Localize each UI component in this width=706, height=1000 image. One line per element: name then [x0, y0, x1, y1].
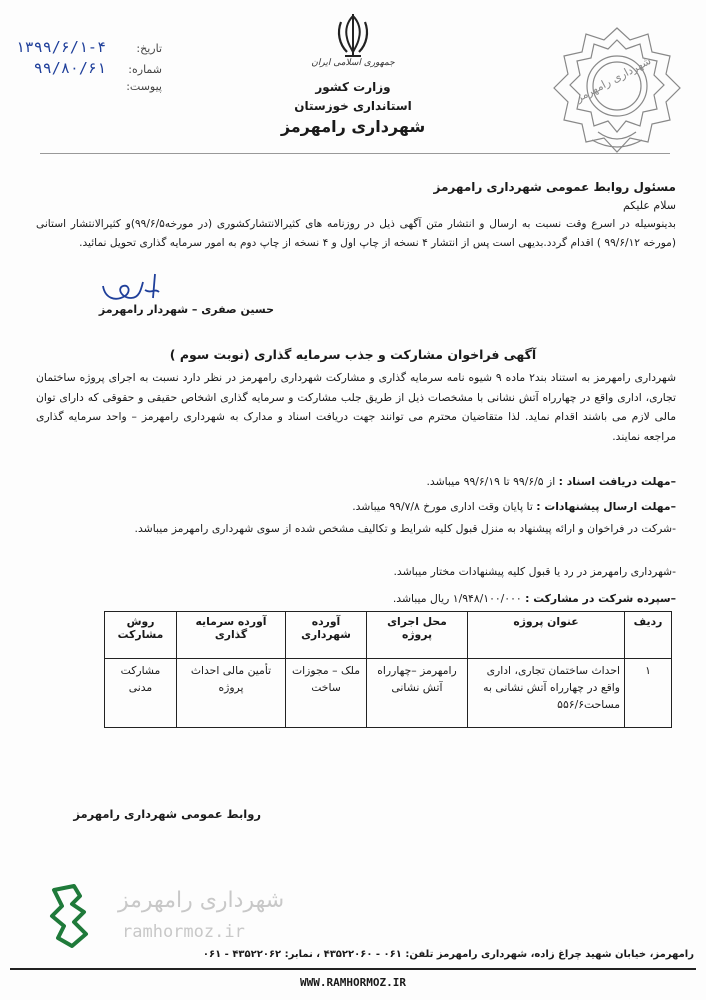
col-row-number: ردیف — [625, 612, 672, 659]
attachment-row — [12, 80, 162, 101]
announcement-body: شهرداری رامهرمز به استناد بند۲ ماده ۹ شیوه نامه سرمایه گذاری و مشارکت شهرداری رامهرمز در نظر دارد نسبت به اجرای پروژه ساختمان تجاری، اداری واقع در چهارراه آتش نشانی با مشخصات ذیل از طریق جلب مشارکت و سرمایه گذاری اشخاص حقیقی و حقوقی که دارای توان مالی لازم می باشند اقدام نماید. لذا متقاضیان محترم می توانند جهت دریافت اسناد و مدارک به شهرداری رامهرمز – واحد سرمایه گذاری مراجعه نمایند. — [36, 371, 676, 443]
cell-row-number: ۱ — [625, 659, 672, 728]
province-title: استانداری خوزستان — [294, 99, 412, 113]
col-investor-share: آورده سرمایه گذاری — [177, 612, 286, 659]
header-divider — [40, 153, 670, 154]
republic-title: جمهوری اسلامی ایران — [311, 58, 395, 68]
municipality-logo-icon — [548, 22, 686, 160]
handwritten-signature-icon — [95, 268, 180, 308]
col-partnership-method: روش مشارکت — [105, 612, 177, 659]
cell-project-title: احداث ساختمان تجاری، اداری واقع در چهارراه آتش نشانی به مساحت۵۵۶/۶ — [468, 659, 625, 728]
project-table — [104, 611, 672, 728]
date-label: تاریخ: — [136, 42, 162, 55]
footer-logo-icon — [44, 882, 104, 952]
attachment-label: پیوست: — [126, 80, 162, 93]
cell-partnership-method: مشارکت مدنی — [105, 659, 177, 728]
logo-text: شهرداری رامهرمز — [573, 54, 654, 105]
letter-meta — [12, 38, 162, 101]
ministry-title: وزارت کشور — [315, 80, 391, 94]
cell-municipality-share: ملک – مجوزات ساخت — [286, 659, 367, 728]
col-project-title: عنوان پروژه — [468, 612, 625, 659]
letter-signer: حسین صفری – شهردار رامهرمز — [98, 303, 274, 316]
announcement-title: آگهی فراخوان مشارکت و جذب سرمایه گذاری (نوبت سوم ) — [169, 347, 537, 362]
doc-deadline — [36, 475, 676, 488]
number-row — [12, 59, 162, 80]
table-row — [105, 659, 672, 728]
deposit-value: ۱/۹۴۸/۱۰۰/۰۰۰ ریال میباشد. — [392, 592, 522, 605]
proposal-deadline — [36, 500, 676, 513]
cell-project-location: رامهرمز –چهارراه آتش نشانی — [367, 659, 468, 728]
doc-deadline-value: از ۹۹/۶/۵ تا ۹۹/۶/۱۹ میباشد. — [426, 475, 556, 488]
letter-recipient: مسئول روابط عمومی شهرداری رامهرمز — [433, 180, 676, 194]
deposit-label: –سپرده شرکت در مشارکت : — [525, 592, 676, 605]
number-value: ۹۹/۸۰/۶۱ — [33, 59, 106, 77]
municipality-title: شهرداری رامهرمز — [280, 117, 426, 136]
proposal-deadline-value: تا پایان وقت اداری مورخ ۹۹/۷/۸ میباشد. — [352, 500, 533, 513]
watermark-english: ramhormoz.ir — [122, 922, 245, 942]
footer-divider — [10, 968, 696, 970]
col-project-location: محل اجرای پروژه — [367, 612, 468, 659]
condition-rejection: -شهرداری رامهرمز در رد یا قبول کلیه پیشنهادات مختار میباشد. — [393, 565, 676, 578]
date-row — [12, 38, 162, 59]
col-municipality-share: آورده شهرداری — [286, 612, 367, 659]
letter-body: بدینوسیله در اسرع وقت نسبت به ارسال و انتشار متن آگهی ذیل در روزنامه های کثیرالانتشارکشوری (در مورخه۹۹/۶/۵)و کثیرالانتشار استانی (مورخه ۹۹/۶/۱۲ ) اقدام گردد.بدیهی است پس از انتشار ۴ نسخه از چاپ اول و ۴ نسخه از چاپ دوم به امور سرمایه گذاری تحویل نمائید. — [36, 218, 676, 249]
letter-greeting: سلام علیکم — [622, 199, 676, 212]
condition-participation: -شرکت در فراخوان و ارائه پیشنهاد به منزل قبول کلیه شرایط و تکالیف مشخص شده از سوی شهرداری رامهرمز میباشد. — [134, 522, 676, 535]
date-value: ۱۳۹۹/۶/۱-۴ — [15, 38, 106, 56]
deposit — [36, 592, 676, 605]
proposal-deadline-label: –مهلت ارسال پیشنهادات : — [536, 500, 676, 513]
doc-deadline-label: –مهلت دریافت اسناد : — [558, 475, 676, 488]
footer-address: رامهرمز، خیابان شهید چراغ زاده، شهرداری رامهرمز تلفن: ۰۶۱ - ۴۳۵۲۲۰۶۰ ، نمابر: ۴۳۵۲۲۰۶۲ - ۰۶۱ — [202, 949, 694, 960]
iran-emblem-icon — [333, 12, 373, 58]
closing-signature: روابط عمومی شهرداری رامهرمز — [73, 807, 261, 821]
watermark-persian: شهرداری رامهرمز — [118, 888, 285, 913]
table-header-row — [105, 612, 672, 659]
cell-investor-share: تأمین مالی احداث پروژه — [177, 659, 286, 728]
footer-website: WWW.RAMHORMOZ.IR — [300, 976, 406, 989]
number-label: شماره: — [128, 63, 162, 76]
